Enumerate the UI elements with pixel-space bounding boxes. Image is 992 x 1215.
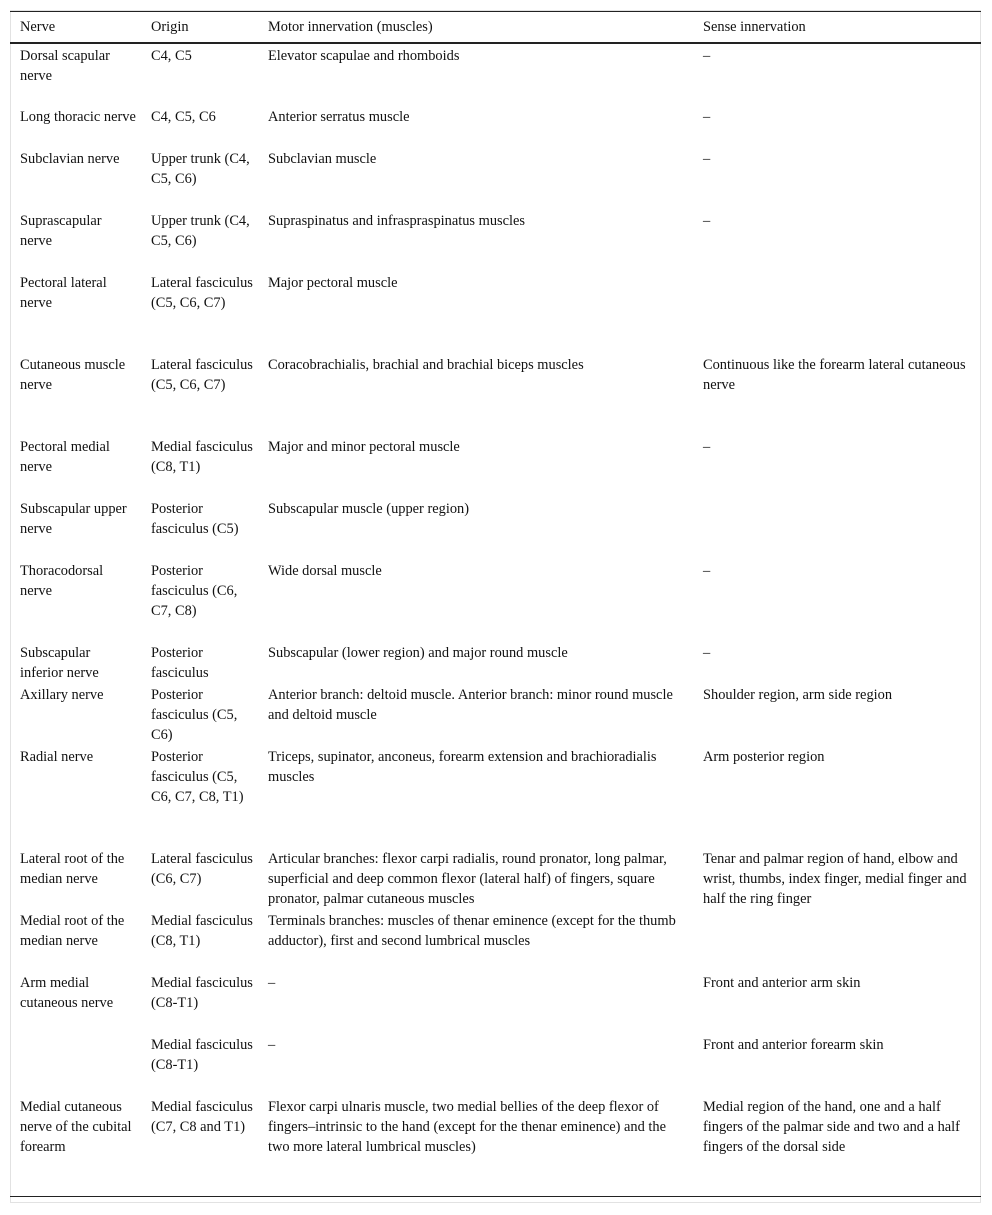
cell-sense	[693, 271, 981, 353]
cell-origin	[141, 971, 258, 1033]
cell-nerve	[10, 559, 141, 641]
table-row	[10, 147, 981, 209]
table-row	[10, 105, 981, 147]
cell-origin	[141, 1095, 258, 1197]
cell-motor-text: Anterior serratus muscle	[268, 108, 410, 125]
cell-origin-text: Medial fasciculus (C8, T1)	[151, 912, 253, 949]
cell-origin-text: Medial fasciculus (C8-T1)	[151, 974, 253, 1011]
cell-nerve	[10, 497, 141, 559]
cell-origin-text: Posterior fasciculus (C5, C6)	[151, 686, 238, 743]
cell-origin	[141, 847, 258, 909]
table-row	[10, 1095, 981, 1197]
cell-nerve	[10, 971, 141, 1033]
cell-sense-text: Front and anterior forearm skin	[703, 1036, 884, 1053]
cell-motor-text: Major and minor pectoral muscle	[268, 438, 460, 455]
cell-motor	[258, 147, 693, 209]
cell-motor	[258, 353, 693, 435]
cell-nerve	[10, 1033, 141, 1095]
cell-nerve-text: Subscapular upper nerve	[20, 500, 127, 537]
cell-sense-text: Continuous like the forearm lateral cutaneous nerve	[703, 356, 966, 393]
table-row	[10, 683, 981, 745]
cell-nerve	[10, 641, 141, 683]
table-row	[10, 745, 981, 847]
cell-motor	[258, 641, 693, 683]
cell-origin-text: Medial fasciculus (C8-T1)	[151, 1036, 253, 1073]
cell-sense	[693, 1033, 981, 1095]
cell-nerve-text: Subclavian nerve	[20, 150, 120, 167]
cell-origin-text: Posterior fasciculus (C5)	[151, 500, 239, 537]
cell-motor-text: Subscapular (lower region) and major round muscle	[268, 644, 568, 661]
cell-nerve-text: Subscapular inferior nerve	[20, 644, 99, 681]
cell-origin	[141, 435, 258, 497]
cell-motor-text: Supraspinatus and infraspraspinatus muscles	[268, 212, 525, 229]
cell-motor-text: Terminals branches: muscles of thenar eminence (except for the thumb adductor), first and second lumbrical muscles	[268, 912, 676, 949]
cell-motor-text: Wide dorsal muscle	[268, 562, 382, 579]
table-row	[10, 971, 981, 1033]
cell-origin-text: C4, C5, C6	[151, 108, 216, 125]
table-row	[10, 435, 981, 497]
header-motor: Motor innervation (muscles)	[258, 12, 693, 43]
table-header	[10, 12, 981, 43]
cell-motor	[258, 971, 693, 1033]
cell-motor-text: Major pectoral muscle	[268, 274, 398, 291]
header-origin: Origin	[141, 12, 258, 43]
cell-nerve-text: Axillary nerve	[20, 686, 104, 703]
cell-sense	[693, 435, 981, 497]
cell-origin	[141, 209, 258, 271]
cell-sense	[693, 559, 981, 641]
cell-sense-text: Front and anterior arm skin	[703, 974, 861, 991]
cell-motor	[258, 209, 693, 271]
cell-nerve-text: Medial cutaneous nerve of the cubital forearm	[20, 1098, 132, 1155]
cell-origin	[141, 683, 258, 745]
cell-sense	[693, 683, 981, 745]
cell-nerve	[10, 353, 141, 435]
cell-motor	[258, 435, 693, 497]
cell-nerve-text: Thoracodorsal nerve	[20, 562, 104, 599]
cell-sense	[693, 497, 981, 559]
table-row	[10, 909, 981, 971]
table-row	[10, 209, 981, 271]
cell-nerve-text: Arm medial cutaneous nerve	[20, 974, 114, 1011]
cell-motor	[258, 683, 693, 745]
table-row	[10, 271, 981, 353]
table-row	[10, 353, 981, 435]
cell-motor	[258, 847, 693, 909]
cell-sense-text: –	[703, 47, 711, 64]
cell-origin	[141, 271, 258, 353]
cell-origin	[141, 147, 258, 209]
cell-origin	[141, 909, 258, 971]
cell-sense-text: Arm posterior region	[703, 748, 825, 765]
cell-nerve	[10, 209, 141, 271]
cell-origin-text: Posterior fasciculus (C5, C6, C7, C8, T1)	[151, 748, 244, 805]
cell-motor-text: Elevator scapulae and rhomboids	[268, 47, 460, 64]
cell-motor-text: Coracobrachialis, brachial and brachial biceps muscles	[268, 356, 584, 373]
table-row	[10, 43, 981, 105]
cell-nerve-text: Pectoral lateral nerve	[20, 274, 107, 311]
cell-nerve-text: Cutaneous muscle nerve	[20, 356, 126, 393]
cell-motor-text: Subscapular muscle (upper region)	[268, 500, 470, 517]
cell-sense	[693, 353, 981, 435]
cell-origin-text: Upper trunk (C4, C5, C6)	[151, 212, 250, 249]
cell-motor-text: –	[268, 974, 276, 991]
cell-motor	[258, 909, 693, 971]
cell-sense	[693, 641, 981, 683]
cell-sense	[693, 43, 981, 105]
cell-sense	[693, 909, 981, 971]
cell-origin-text: Medial fasciculus (C8, T1)	[151, 438, 253, 475]
cell-nerve	[10, 745, 141, 847]
cell-nerve	[10, 909, 141, 971]
cell-origin-text: Medial fasciculus (C7, C8 and T1)	[151, 1098, 253, 1135]
cell-nerve-text: Radial nerve	[20, 748, 94, 765]
table-row	[10, 497, 981, 559]
cell-nerve-text: Long thoracic nerve	[20, 108, 136, 125]
cell-origin-text: Upper trunk (C4, C5, C6)	[151, 150, 250, 187]
cell-origin	[141, 745, 258, 847]
table-body	[10, 43, 981, 1197]
cell-nerve	[10, 105, 141, 147]
cell-motor	[258, 497, 693, 559]
cell-origin-text: Posterior fasciculus (C6, C7, C8)	[151, 562, 238, 619]
cell-motor	[258, 559, 693, 641]
table-row	[10, 641, 981, 683]
cell-motor-text: Articular branches: flexor carpi radialis, round pronator, long palmar, superficial and deep common flexor (lateral half) of fingers, square pronator, palmar cutaneous muscles	[268, 850, 667, 907]
cell-sense-text: Tenar and palmar region of hand, elbow and wrist, thumbs, index finger, medial finger and half the ring finger	[703, 850, 967, 907]
table-row	[10, 847, 981, 909]
cell-origin-text: Lateral fasciculus (C6, C7)	[151, 850, 253, 887]
header-nerve: Nerve	[10, 12, 141, 43]
header-sense: Sense innervation	[693, 12, 981, 43]
cell-motor-text: Subclavian muscle	[268, 150, 377, 167]
cell-motor	[258, 1033, 693, 1095]
header-row	[10, 12, 981, 43]
cell-nerve-text: Suprascapular nerve	[20, 212, 102, 249]
cell-nerve	[10, 271, 141, 353]
cell-sense	[693, 1095, 981, 1197]
cell-sense-text: Shoulder region, arm side region	[703, 686, 893, 703]
cell-origin-text: Posterior fasciculus	[151, 644, 209, 681]
cell-motor-text: Triceps, supinator, anconeus, forearm extension and brachioradialis muscles	[268, 748, 657, 785]
cell-sense-text: –	[703, 438, 711, 455]
cell-nerve	[10, 147, 141, 209]
cell-nerve	[10, 43, 141, 105]
cell-sense-text: –	[703, 108, 711, 125]
cell-nerve-text: Medial root of the median nerve	[20, 912, 125, 949]
cell-motor	[258, 1095, 693, 1197]
cell-nerve-text: Lateral root of the median nerve	[20, 850, 125, 887]
cell-sense	[693, 971, 981, 1033]
cell-origin	[141, 559, 258, 641]
cell-sense-text: –	[703, 562, 711, 579]
cell-sense-text: –	[703, 150, 711, 167]
cell-origin	[141, 1033, 258, 1095]
cell-motor-text: Anterior branch: deltoid muscle. Anterior branch: minor round muscle and deltoid muscle	[268, 686, 673, 723]
nerve-innervation-table	[10, 11, 981, 1197]
cell-sense-text: –	[703, 644, 711, 661]
cell-sense-text: –	[703, 212, 711, 229]
cell-origin	[141, 641, 258, 683]
cell-origin-text: Lateral fasciculus (C5, C6, C7)	[151, 356, 253, 393]
cell-sense	[693, 209, 981, 271]
cell-motor	[258, 271, 693, 353]
cell-nerve-text: Pectoral medial nerve	[20, 438, 110, 475]
cell-origin	[141, 497, 258, 559]
cell-motor	[258, 745, 693, 847]
cell-motor-text: –	[268, 1036, 276, 1053]
cell-origin-text: Lateral fasciculus (C5, C6, C7)	[151, 274, 253, 311]
cell-nerve	[10, 1095, 141, 1197]
cell-motor-text: Flexor carpi ulnaris muscle, two medial bellies of the deep flexor of fingers–intrinsic to the hand (except for the thenar eminence) and the two more lateral lumbrical muscles)	[268, 1098, 666, 1155]
cell-nerve-text: Dorsal scapular nerve	[20, 47, 110, 84]
cell-nerve	[10, 847, 141, 909]
cell-motor	[258, 105, 693, 147]
cell-origin	[141, 43, 258, 105]
cell-origin	[141, 105, 258, 147]
table-row	[10, 1033, 981, 1095]
cell-nerve	[10, 435, 141, 497]
cell-sense	[693, 745, 981, 847]
cell-motor	[258, 43, 693, 105]
cell-origin-text: C4, C5	[151, 47, 192, 64]
cell-sense-text: Medial region of the hand, one and a half fingers of the palmar side and two and a half fingers of the dorsal side	[703, 1098, 960, 1155]
cell-sense	[693, 847, 981, 909]
cell-sense	[693, 105, 981, 147]
cell-sense	[693, 147, 981, 209]
cell-nerve	[10, 683, 141, 745]
cell-origin	[141, 353, 258, 435]
table-row	[10, 559, 981, 641]
